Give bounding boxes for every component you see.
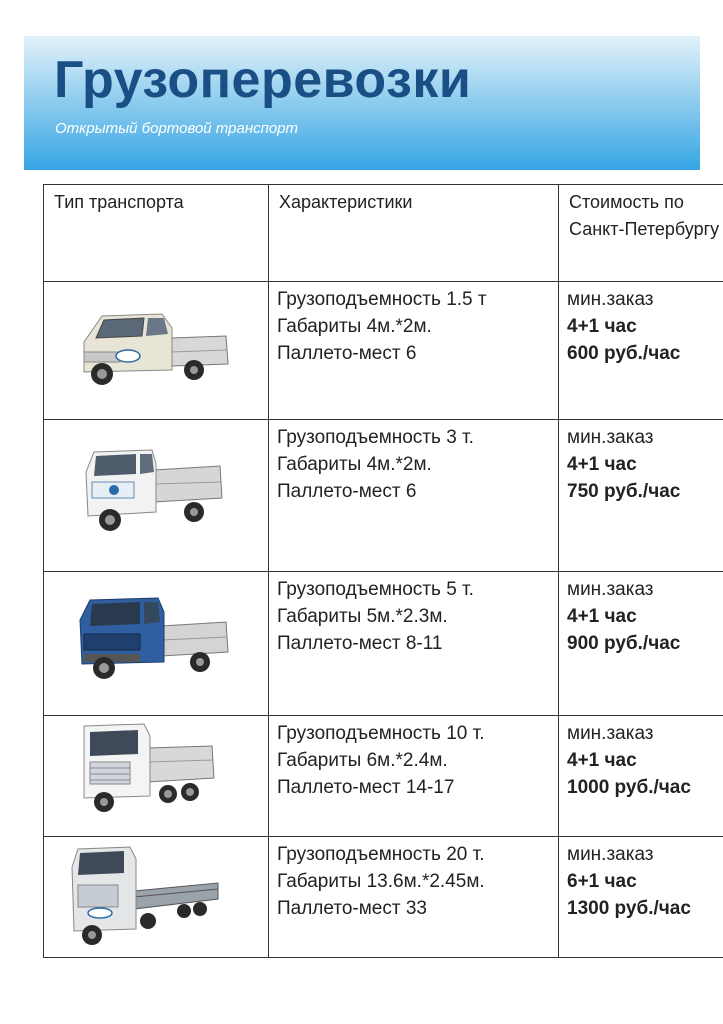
price-cell <box>559 837 723 958</box>
price-text: 900 руб./час <box>567 633 681 654</box>
price-text: 600 руб./час <box>567 343 681 364</box>
dimensions-text: Габариты 5м.*2.3м. <box>277 606 448 627</box>
table-row <box>44 282 723 420</box>
price-cell <box>559 282 723 420</box>
capacity-text: Грузоподъемность 10 т. <box>277 723 485 744</box>
price-text: 750 руб./час <box>567 481 681 502</box>
vehicle-image-cell <box>44 837 269 958</box>
table-row <box>44 716 723 837</box>
min-order-text: мин.заказ <box>567 289 654 310</box>
heavy-truck-white-image <box>44 716 250 832</box>
dimensions-text: Габариты 6м.*2.4м. <box>277 750 448 771</box>
header-banner <box>24 36 700 170</box>
light-truck-image <box>44 282 250 415</box>
column-header-price: Стоимость по Санкт-Петербургу <box>559 185 723 282</box>
capacity-text: Грузоподъемность 1.5 т <box>277 289 487 310</box>
min-order-text: мин.заказ <box>567 427 654 448</box>
pallets-text: Паллето-мест 8-11 <box>277 633 443 654</box>
semi-trailer-truck-image <box>44 837 250 953</box>
page-title: Грузоперевозки <box>54 51 472 109</box>
hours-text: 4+1 час <box>567 316 637 337</box>
column-header-vehicle-type: Тип транспорта <box>44 185 269 282</box>
pallets-text: Паллето-мест 14-17 <box>277 777 455 798</box>
characteristics-cell <box>269 716 559 837</box>
hours-text: 6+1 час <box>567 871 637 892</box>
min-order-text: мин.заказ <box>567 844 654 865</box>
price-cell <box>559 716 723 837</box>
pricing-table <box>43 184 723 958</box>
characteristics-cell <box>269 282 559 420</box>
pallets-text: Паллето-мест 33 <box>277 898 427 919</box>
hours-text: 4+1 час <box>567 454 637 475</box>
column-header-characteristics: Характеристики <box>269 185 559 282</box>
dimensions-text: Габариты 13.6м.*2.45м. <box>277 871 485 892</box>
dimensions-text: Габариты 4м.*2м. <box>277 316 432 337</box>
page-subtitle: Открытый бортовой транспорт <box>55 120 299 137</box>
min-order-text: мин.заказ <box>567 579 654 600</box>
capacity-text: Грузоподъемность 3 т. <box>277 427 474 448</box>
table-row <box>44 837 723 958</box>
price-cell <box>559 572 723 716</box>
price-text: 1000 руб./час <box>567 777 691 798</box>
min-order-text: мин.заказ <box>567 723 654 744</box>
characteristics-cell <box>269 837 559 958</box>
vehicle-image-cell <box>44 282 269 420</box>
hours-text: 4+1 час <box>567 606 637 627</box>
capacity-text: Грузоподъемность 20 т. <box>277 844 485 865</box>
characteristics-cell <box>269 572 559 716</box>
price-text: 1300 руб./час <box>567 898 691 919</box>
pallets-text: Паллето-мест 6 <box>277 343 417 364</box>
capacity-text: Грузоподъемность 5 т. <box>277 579 474 600</box>
medium-truck-blue-image <box>44 572 250 711</box>
table-header-row <box>44 185 723 282</box>
table-row <box>44 420 723 572</box>
pallets-text: Паллето-мест 6 <box>277 481 417 502</box>
dimensions-text: Габариты 4м.*2м. <box>277 454 432 475</box>
characteristics-cell <box>269 420 559 572</box>
table-row <box>44 572 723 716</box>
price-cell <box>559 420 723 572</box>
medium-truck-white-image <box>44 420 250 567</box>
hours-text: 4+1 час <box>567 750 637 771</box>
vehicle-image-cell <box>44 572 269 716</box>
vehicle-image-cell <box>44 716 269 837</box>
vehicle-image-cell <box>44 420 269 572</box>
